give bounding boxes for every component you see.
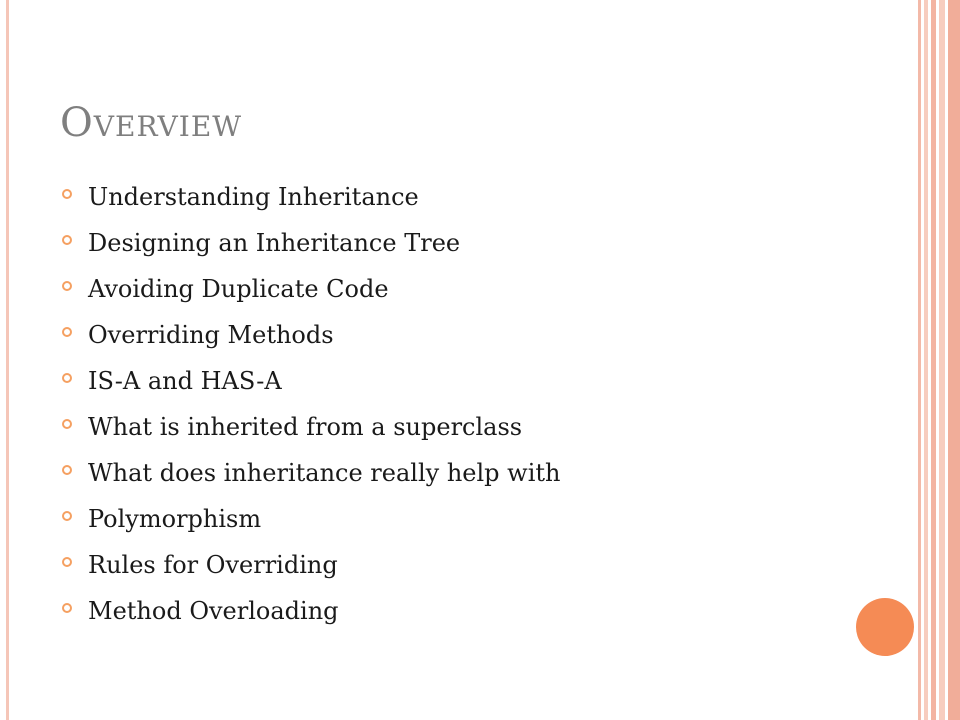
bullet-item — [60, 450, 560, 496]
bullet-text: Method Overloading — [88, 597, 339, 625]
bullet-text: Polymorphism — [88, 505, 262, 533]
hollow-circle-bullet-icon — [62, 557, 72, 567]
bullet-text: Overriding Methods — [88, 321, 334, 349]
slide-title: Overview — [60, 100, 243, 146]
bullet-item — [60, 496, 560, 542]
bullet-text: What is inherited from a superclass — [88, 413, 523, 441]
bullet-item — [60, 174, 560, 220]
hollow-circle-bullet-icon — [62, 419, 72, 429]
hollow-circle-bullet-icon — [62, 603, 72, 613]
bullet-item — [60, 588, 560, 634]
bullet-text: Designing an Inheritance Tree — [88, 229, 461, 257]
hollow-circle-bullet-icon — [62, 465, 72, 475]
bullet-item — [60, 358, 560, 404]
bullet-list — [60, 174, 560, 634]
hollow-circle-bullet-icon — [62, 281, 72, 291]
bullet-text: IS-A and HAS-A — [88, 367, 282, 395]
right-stripe-2 — [924, 0, 928, 720]
right-stripe-5 — [948, 0, 960, 720]
bullet-text: Avoiding Duplicate Code — [88, 275, 389, 303]
hollow-circle-bullet-icon — [62, 189, 72, 199]
hollow-circle-bullet-icon — [62, 373, 72, 383]
bullet-text: What does inheritance really help with — [88, 459, 561, 487]
bullet-text: Understanding Inheritance — [88, 183, 419, 211]
hollow-circle-bullet-icon — [62, 511, 72, 521]
hollow-circle-bullet-icon — [62, 327, 72, 337]
bullet-item — [60, 266, 560, 312]
bullet-text: Rules for Overriding — [88, 551, 338, 579]
bullet-item — [60, 312, 560, 358]
bullet-item — [60, 404, 560, 450]
orange-circle-decoration — [856, 598, 914, 656]
left-border-line — [6, 0, 9, 720]
right-stripe-1 — [918, 0, 921, 720]
bullet-item — [60, 220, 560, 266]
hollow-circle-bullet-icon — [62, 235, 72, 245]
right-stripe-3 — [931, 0, 936, 720]
bullet-item — [60, 542, 560, 588]
right-stripe-4 — [939, 0, 945, 720]
